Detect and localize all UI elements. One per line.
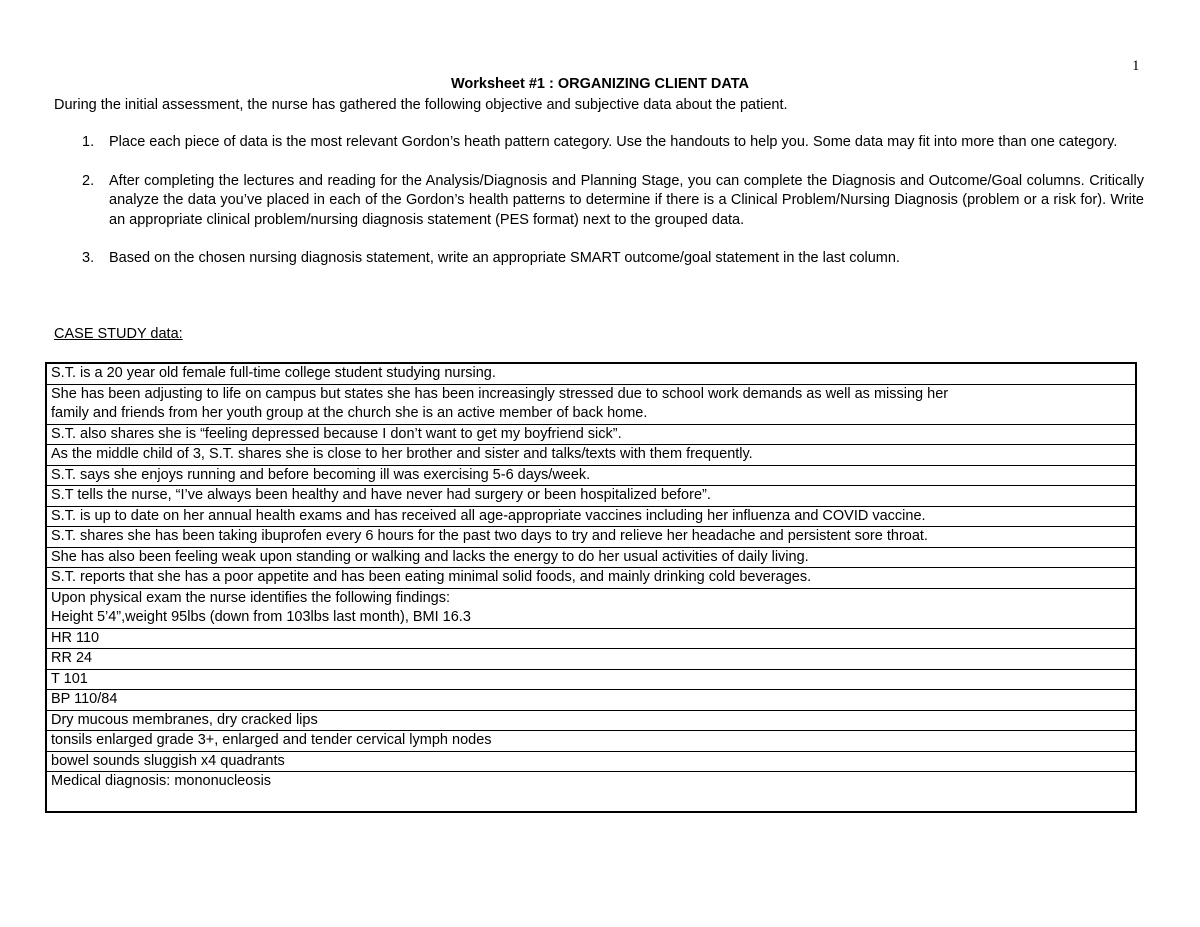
- case-study-table: [45, 362, 1137, 813]
- instruction-number: 2.: [82, 172, 95, 189]
- table-row: [46, 568, 1136, 589]
- table-cell: [46, 384, 1136, 424]
- cell-line: HR 110: [51, 629, 100, 646]
- table-cell: [46, 486, 1136, 507]
- table-row: [46, 527, 1136, 548]
- instruction-number: 3.: [82, 250, 95, 266]
- table-cell: [46, 465, 1136, 486]
- cell-line: S.T. reports that she has a poor appetite and has been eating minimal solid foods, and mainly drinking cold beverages.: [51, 569, 812, 585]
- cell-line: As the middle child of 3, S.T. shares she is close to her brother and sister and talks/texts with them frequently.: [51, 446, 753, 462]
- table-cell: [46, 669, 1136, 690]
- table-row: [46, 363, 1136, 384]
- page-number: 1: [1132, 58, 1140, 74]
- table-row: [46, 690, 1136, 711]
- instruction-item: [54, 133, 1144, 153]
- table-cell: [46, 710, 1136, 731]
- table-row: [46, 628, 1136, 649]
- table-row: [46, 506, 1136, 527]
- table-cell: [46, 424, 1136, 445]
- cell-line: RR 24: [51, 650, 93, 666]
- instruction-text: Place each piece of data is the most relevant Gordon’s heath pattern category. Use the handouts to help you. Some data may fit into more than one category.: [109, 134, 1118, 150]
- cell-line: S.T. is up to date on her annual health exams and has received all age-appropriate vaccines including her influenza and COVID vaccine.: [51, 507, 926, 524]
- instruction-item: [54, 249, 1144, 269]
- table-row: [46, 751, 1136, 772]
- cell-line: Upon physical exam the nurse identifies the following findings:: [51, 589, 450, 606]
- cell-line: Height 5’4”,weight 95lbs (down from 103lbs last month), BMI 16.3: [51, 609, 471, 625]
- table-cell: [46, 506, 1136, 527]
- case-study-label: CASE STUDY data:: [54, 326, 183, 342]
- worksheet-title: Worksheet #1 : ORGANIZING CLIENT DATA: [450, 76, 750, 92]
- table-row: [46, 649, 1136, 670]
- cell-line: tonsils enlarged grade 3+, enlarged and tender cervical lymph nodes: [51, 732, 492, 748]
- table-cell: [46, 772, 1136, 813]
- table-row: [46, 731, 1136, 752]
- cell-line: She has been adjusting to life on campus but states she has been increasingly stressed due to school work demands as well as missing her: [51, 385, 949, 402]
- table-row: [46, 547, 1136, 568]
- table-row: [46, 669, 1136, 690]
- table-cell: [46, 445, 1136, 466]
- table-cell: [46, 690, 1136, 711]
- table-cell: [46, 527, 1136, 548]
- instruction-text: Based on the chosen nursing diagnosis statement, write an appropriate SMART outcome/goal statement in the last column.: [109, 250, 900, 266]
- table-row: [46, 588, 1136, 628]
- instruction-item: [54, 172, 1144, 231]
- table-cell: [46, 568, 1136, 589]
- instruction-number: 1.: [82, 134, 95, 150]
- cell-line: bowel sounds sluggish x4 quadrants: [51, 752, 285, 769]
- cell-line: S.T. is a 20 year old female full-time college student studying nursing.: [51, 365, 496, 381]
- instruction-text: After completing the lectures and reading for the Analysis/Diagnosis and Planning Stage, you can complete the Diagnosis and Outcome/Goal columns. Critically analyze the data you’ve placed in each of the Gordon’s health patterns to determine if there is a Clinical Problem/Nursing Diagnosis (problem or a risk for). Write an appropriate clinical problem/nursing diagnosis statement (PES format) next to the grouped data.: [109, 172, 1144, 228]
- table-cell: [46, 731, 1136, 752]
- cell-line: BP 110/84: [51, 691, 118, 707]
- table-cell: [46, 649, 1136, 670]
- cell-line: T 101: [51, 670, 88, 687]
- cell-line: S.T. also shares she is “feeling depressed because I don’t want to get my boyfriend sick”.: [51, 425, 622, 442]
- table-row: [46, 445, 1136, 466]
- table-row: [46, 465, 1136, 486]
- table-row: [46, 486, 1136, 507]
- cell-line: Dry mucous membranes, dry cracked lips: [51, 711, 318, 728]
- intro-paragraph: During the initial assessment, the nurse has gathered the following objective and subjective data about the patient.: [54, 97, 788, 113]
- table-cell: [46, 628, 1136, 649]
- cell-line: S.T. shares she has been taking ibuprofen every 6 hours for the past two days to try and relieve her headache and persistent sore throat.: [51, 528, 928, 544]
- table-row: [46, 710, 1136, 731]
- table-cell: [46, 588, 1136, 628]
- cell-line: S.T. says she enjoys running and before becoming ill was exercising 5-6 days/week.: [51, 466, 591, 483]
- table-row: [46, 772, 1136, 813]
- table-row: [46, 384, 1136, 424]
- cell-line: She has also been feeling weak upon standing or walking and lacks the energy to do her usual activities of daily living.: [51, 548, 809, 565]
- table-cell: [46, 547, 1136, 568]
- table-cell: [46, 363, 1136, 384]
- cell-line: Medical diagnosis: mononucleosis: [51, 773, 272, 789]
- table-row: [46, 424, 1136, 445]
- table-cell: [46, 751, 1136, 772]
- instructions-list: [54, 133, 1144, 288]
- cell-line: family and friends from her youth group at the church she is an active member of back home.: [51, 405, 648, 421]
- cell-line: S.T tells the nurse, “I’ve always been healthy and have never had surgery or been hospitalized before”.: [51, 487, 711, 503]
